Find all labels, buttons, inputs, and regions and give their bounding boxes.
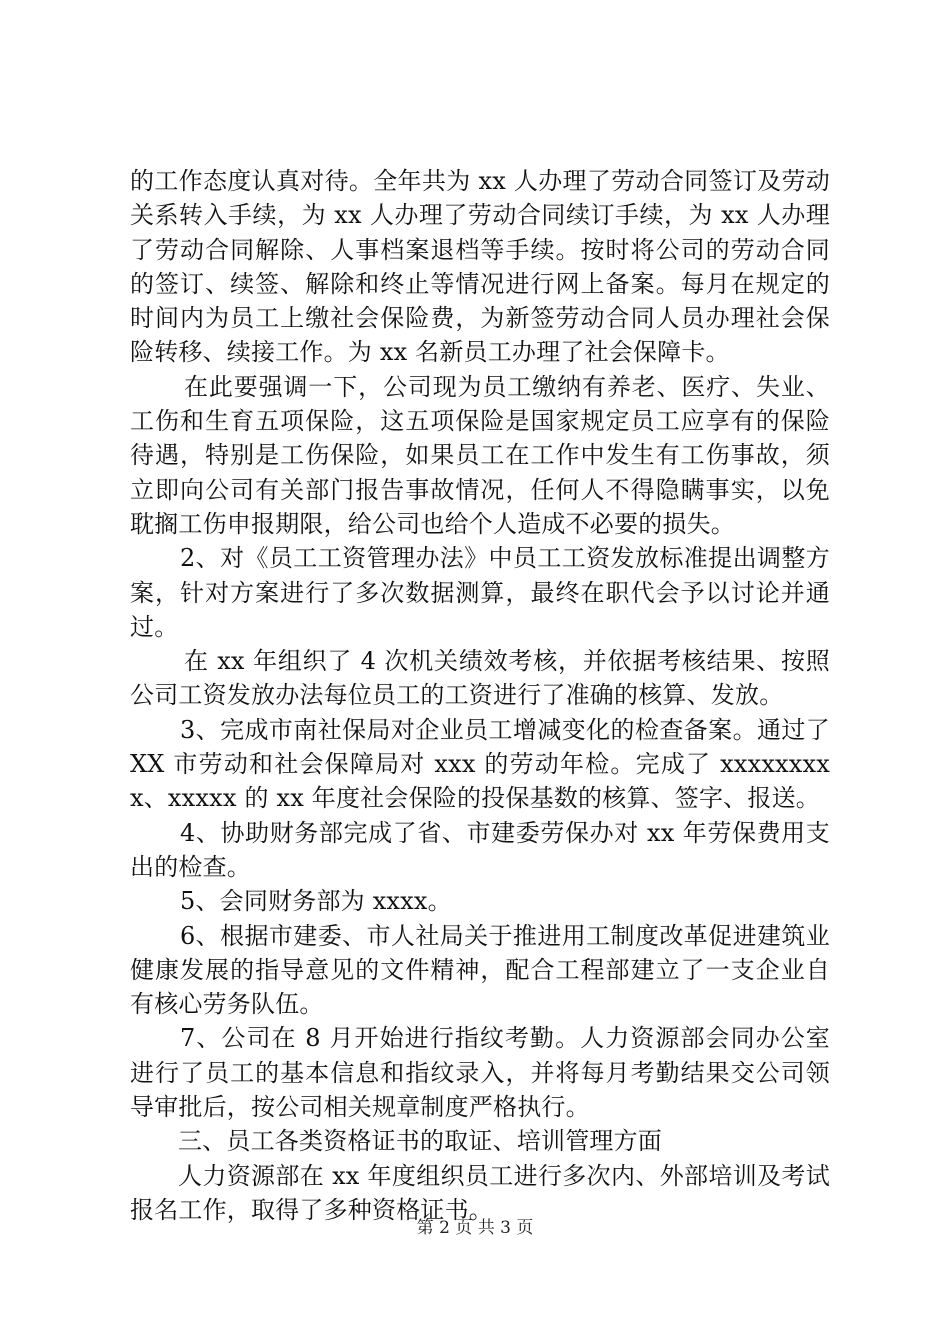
paragraph-item-2: 2、对《员工工资管理办法》中员工工资发放标准提出调整方案，针对方案进行了多次数据测算，最终在职代会予以讨论并通过。 — [130, 544, 830, 641]
paragraph-item-7: 7、公司在 8 月开始进行指纹考勤。人力资源部会同办公室进行了员工的基本信息和指纹录入，并将每月考勤结果交公司领导审批后，按公司相关规章制度严格执行。 — [130, 1024, 830, 1122]
paragraph-item-4: 4、协助财务部完成了省、市建委劳保办对 xx 年劳保费用支出的检查。 — [130, 818, 830, 881]
paragraph-performance-review: 在 xx 年组织了 4 次机关绩效考核，并依据考核结果、按照公司工资发放办法每位员工的工资进行了准确的核算、发放。 — [130, 647, 830, 710]
paragraph-item-3: 3、完成市南社保局对企业员工增减变化的检查备案。通过了 XX 市劳动和社会保障局对 xxx 的劳动年检。完成了 xxxxxxxxx、xxxxx 的 xx 年度社会保险的投保基数的核算、签字、报送。 — [130, 715, 830, 813]
page-number-footer: 第 2 页 共 3 页 — [416, 1218, 534, 1238]
paragraph-labor-contracts: 的工作态度认真对待。全年共为 xx 人办理了劳动合同签订及劳动关系转入手续，为 xx 人办理了劳动合同续订手续，为 xx 人办理了劳动合同解除、人事档案退档等手续。按时将公司的劳动合同的签订、续签、解除和终止等情况进行网上备案。每月在规定的时间内为员工上缴社会保险费，为新签劳动合同人员办理社会保险转移、续接工作。为 xx 名新员工办理了社会保障卡。 — [130, 167, 830, 367]
paragraph-insurance-note: 在此要强调一下，公司现为员工缴纳有养老、医疗、失业、工伤和生育五项保险，这五项保险是国家规定员工应享有的保险待遇，特别是工伤保险，如果员工在工作中发生有工伤事故，须立即向公司有关部门报告事故情况，任何人不得隐瞒事实，以免耽搁工伤申报期限，给公司也给个人造成不必要的损失。 — [130, 372, 830, 538]
paragraph-item-5: 5、会同财务部为 xxxx。 — [180, 887, 452, 916]
paragraph-training: 人力资源部在 xx 年度组织员工进行多次内、外部培训及考试报名工作，取得了多种资格证书。 — [130, 1161, 830, 1224]
document-body — [130, 164, 830, 1227]
section-heading-certificates: 三、员工各类资格证书的取证、培训管理方面 — [178, 1127, 662, 1156]
paragraph-item-6: 6、根据市建委、市人社局关于推进用工制度改革促进建筑业健康发展的指导意见的文件精神，配合工程部建立了一支企业自有核心劳务队伍。 — [130, 921, 830, 1019]
